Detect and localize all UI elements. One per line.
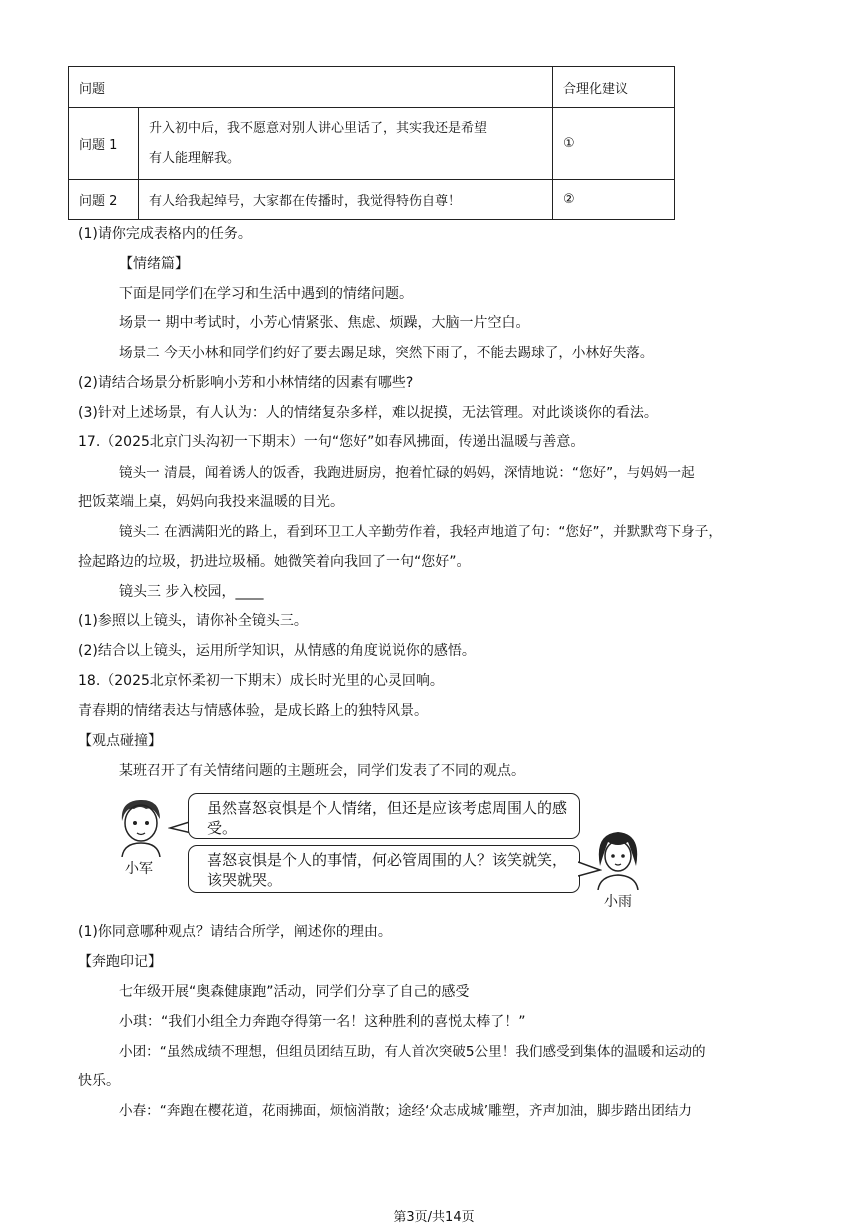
paragraph: 把饭菜端上桌，妈妈向我投来温暖的目光。: [78, 494, 344, 510]
question-text: (2)结合以上镜头，运用所学知识，从情感的角度说说你的感悟。: [78, 643, 476, 659]
paragraph: 小春：“奔跑在樱花道，花雨拂面，烦恼消散；途经‘众志成城’雕塑，齐声加油，脚步踏出团结力: [119, 1103, 693, 1119]
header-problem: 问题: [69, 67, 553, 108]
table-row: [69, 108, 675, 180]
paragraph: 小团：“虽然成绩不理想，但组员团结互助，有人首次突破5公里！我们感受到集体的温暖和运动的: [119, 1044, 706, 1060]
row-text-line: 有人能理解我。: [149, 150, 241, 166]
question-heading: 17.（2025北京门头沟初一下期末）一句“您好”如春风拂面，传递出温暖与善意。: [78, 434, 585, 450]
row-label: 问题 2: [69, 180, 139, 220]
question-text: (2)请结合场景分析影响小芳和小林情绪的因素有哪些?: [78, 375, 414, 391]
row-text: [139, 108, 553, 180]
answer-blank[interactable]: ①: [553, 108, 675, 180]
header-suggestion: 合理化建议: [553, 67, 675, 108]
paragraph: 小琪：“我们小组全力奔跑夺得第一名！这种胜利的喜悦太棒了！”: [119, 1014, 526, 1030]
row-text: 有人给我起绰号，大家都在传播时，我觉得特伤自尊！: [139, 180, 553, 220]
table-header-row: [69, 67, 675, 108]
paragraph: 镜头一 清晨，闻着诱人的饭香，我跑进厨房，抱着忙碌的妈妈，深情地说：“您好”，与妈妈一起: [119, 465, 695, 481]
speaker-name: 小军: [125, 861, 153, 877]
question-text: (1)参照以上镜头，请你补全镜头三。: [78, 613, 308, 629]
paragraph: 七年级开展“奥森健康跑”活动，同学们分享了自己的感受: [119, 984, 470, 1000]
answer-blank[interactable]: ②: [553, 180, 675, 220]
section-heading: 【观点碰撞】: [78, 733, 162, 749]
row-label: 问题 1: [69, 108, 139, 180]
paragraph: 捡起路边的垃圾，扔进垃圾桶。她微笑着向我回了一句“您好”。: [78, 554, 471, 570]
table-row: [69, 180, 675, 220]
paragraph: 镜头三 步入校园，____: [119, 584, 264, 600]
paragraph: 下面是同学们在学习和生活中遇到的情绪问题。: [119, 286, 413, 302]
paragraph: 某班召开了有关情绪问题的主题班会，同学们发表了不同的观点。: [119, 763, 525, 779]
paragraph: 青春期的情绪表达与情感体验，是成长路上的独特风景。: [78, 703, 428, 719]
question-heading: 18.（2025北京怀柔初一下期末）成长时光里的心灵回响。: [78, 673, 444, 689]
paragraph: 场景一 期中考试时，小芳心情紧张、焦虑、烦躁，大脑一片空白。: [119, 315, 530, 331]
paragraph: 快乐。: [78, 1073, 120, 1089]
section-heading: 【情绪篇】: [119, 256, 189, 272]
question-text: (1)你同意哪种观点？请结合所学，阐述你的理由。: [78, 924, 392, 940]
question-text: (3)针对上述场景，有人认为：人的情绪复杂多样，难以捉摸，无法管理。对此谈谈你的看法。: [78, 405, 658, 421]
paragraph: 镜头二 在洒满阳光的路上，看到环卫工人辛勤劳作着，我轻声地道了句：“您好”，并默默弯下身子，: [119, 524, 722, 540]
speech-bubble: 虽然喜怒哀惧是个人情绪，但还是应该考虑周围人的感受。: [188, 793, 580, 839]
suggestion-table: [68, 66, 675, 220]
girl-avatar-icon: [592, 826, 644, 890]
paragraph: 场景二 今天小林和同学们约好了要去踢足球，突然下雨了，不能去踢球了，小林好失落。: [119, 345, 654, 361]
speech-bubble: 喜怒哀惧是个人的事情，何必管周围的人？该笑就笑，该哭就哭。: [188, 845, 580, 893]
section-heading: 【奔跑印记】: [78, 954, 162, 970]
page-number: 第3页/共14页: [393, 1210, 475, 1225]
boy-avatar-icon: [112, 795, 170, 857]
row-text-line: 升入初中后，我不愿意对别人讲心里话了，其实我还是希望: [149, 120, 488, 136]
speaker-name: 小雨: [604, 894, 632, 910]
question-text: (1)请你完成表格内的任务。: [78, 226, 252, 242]
